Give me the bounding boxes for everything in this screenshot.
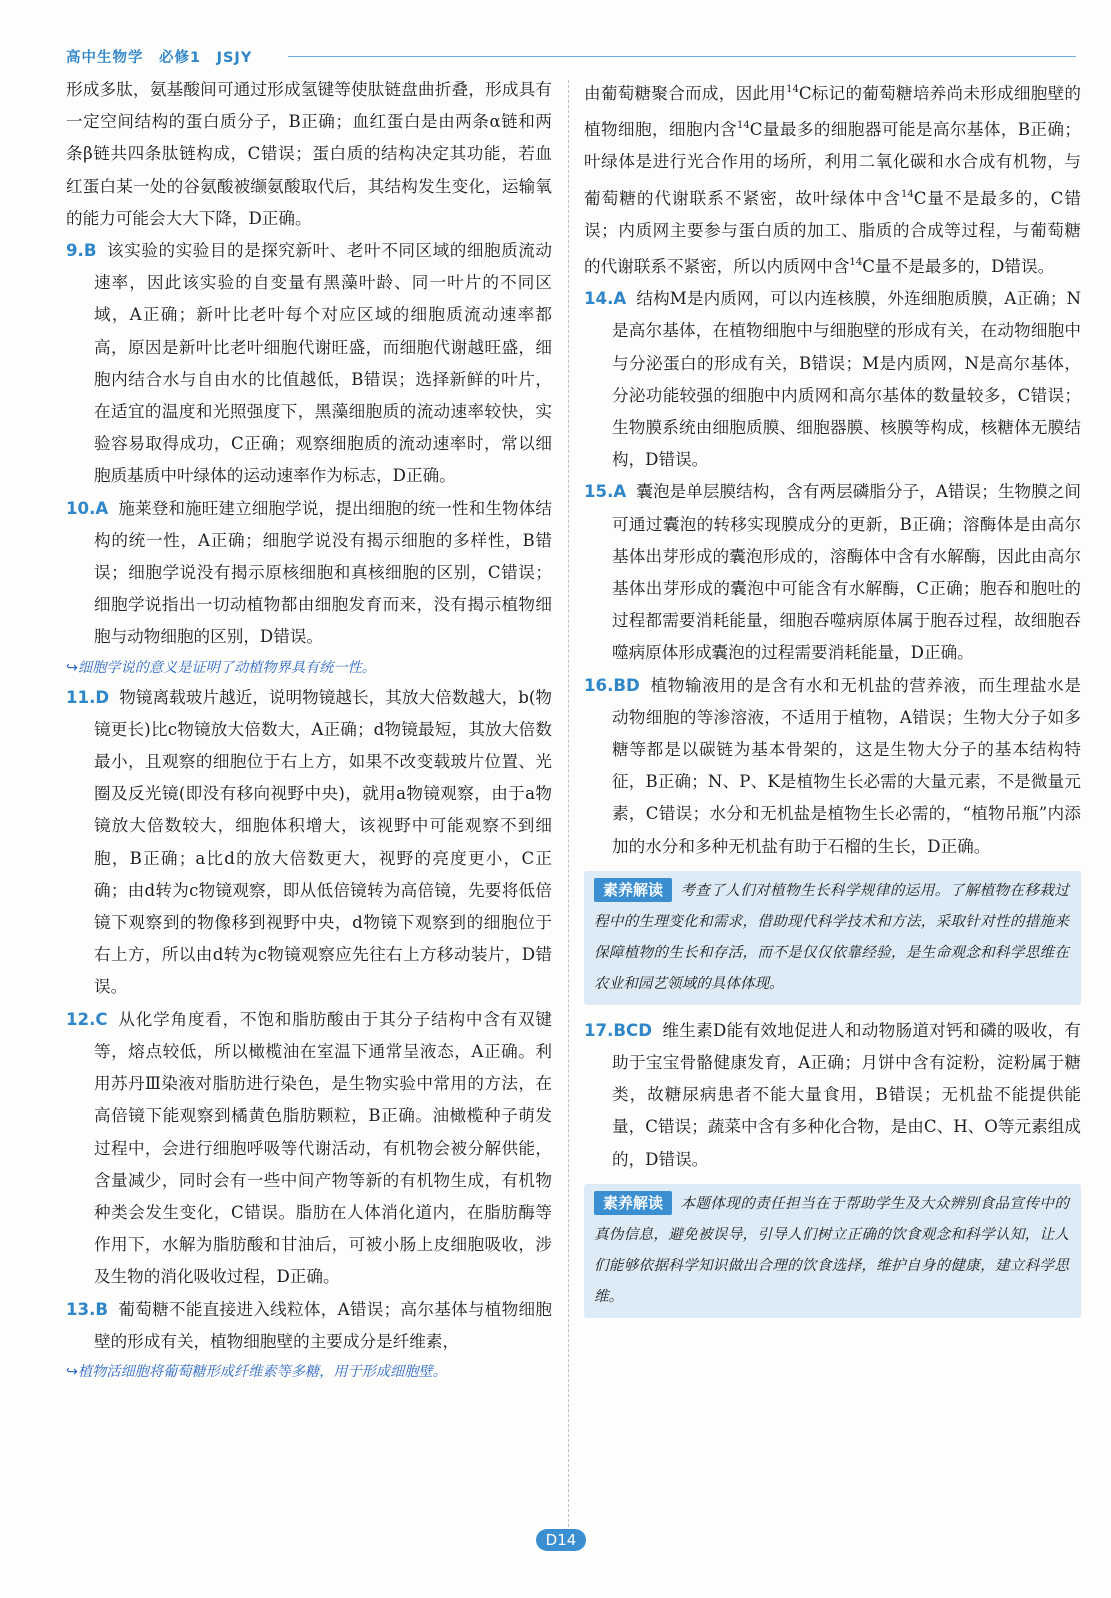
question-number: 17. <box>584 1020 614 1040</box>
explanation: 囊泡是单层膜结构，含有两层磷脂分子，A错误；生物膜之间可通过囊泡的转移实现膜成分的更新，B正确；溶酶体是由高尔基体出芽形成的囊泡形成的，溶酶体中含有水解酶，因此由高尔基体出芽形成的囊泡中可能含有水解酶，C正确；胞吞和胞吐的过程都需要消耗能量，细胞吞噬病原体属于胞吞过程，故细胞吞噬病原体形成囊泡的过程需要消耗能量，D正确。 <box>612 482 1081 663</box>
explanation: 结构M是内质网，可以内连核膜，外连细胞质膜，A正确；N是高尔基体，在植物细胞中与细胞壁的形成有关，在动物细胞中与分泌蛋白的形成有关，B错误；M是内质网，N是高尔基体，分泌功能较强的细胞中内质网和高尔基体的数量较多，C错误；生物膜系统由细胞质膜、细胞器膜、核膜等构成，核糖体无膜结构，D错误。 <box>612 289 1081 470</box>
explanation: 施莱登和施旺建立细胞学说，提出细胞的统一性和生物体结构的统一性，A正确；细胞学说没有揭示细胞的多样性，B错误；细胞学说没有揭示原核细胞和真核细胞的区别，C错误；细胞学说指出一切动植物都由细胞发育而来，没有揭示植物细胞与动物细胞的区别，D错误。 <box>94 498 552 647</box>
header-title: 高中生物学 必修1 JSJY <box>66 50 253 66</box>
literacy-tag: 素养解读 <box>594 878 672 902</box>
answer-key: A <box>613 289 627 309</box>
explanation: 维生素D能有效地促进人和动物肠道对钙和磷的吸收，有助于宝宝骨骼健康发育，A正确；月饼中含有淀粉，淀粉属于糖类，故糖尿病患者不能大量食用，B错误；无机盐不能提供能量，C错误；蔬菜中含有多种化合物，是由C、H、O等元素组成的，D错误。 <box>612 1020 1081 1169</box>
literacy-text: 考查了人们对植物生长科学规律的运用。了解植物在移栽过程中的生理变化和需求，借助现代科学技术和方法，采取针对性的措施来保障植物的生长和存活，而不是仅仅依靠经验，是生命观念和科学思维在农业和园艺领域的具体体现。 <box>594 881 1069 992</box>
literacy-box-16 <box>584 871 1081 1005</box>
question-number: 12. <box>66 1009 96 1029</box>
explanation: 该实验的实验目的是探究新叶、老叶不同区域的细胞质流动速率，因此该实验的自变量有黑藻叶龄、同一叶片的不同区域，A正确；新叶比老叶每个对应区域的细胞质流动速率都高，原因是新叶比老叶细胞代谢旺盛，而细胞代谢越旺盛，细胞内结合水与自由水的比值越低，B错误；选择新鲜的叶片，在适宜的温度和光照强度下，黑藻细胞质的流动速率较快，实验容易取得成功，C正确；观察细胞质的流动速率时，常以细胞质基质中叶绿体的运动速率作为标志，D正确。 <box>94 241 552 486</box>
answer-key: A <box>613 482 627 502</box>
handwritten-note: ↪植物活细胞将葡萄糖形成纤维素等多糖，用于形成细胞壁。 <box>66 1363 447 1380</box>
column-divider <box>568 80 569 1532</box>
answer-key: C <box>95 1009 108 1029</box>
explanation: 葡萄糖不能直接进入线粒体，A错误；高尔基体与植物细胞壁的形成有关，植物细胞壁的主要成分是纤维素， <box>94 1299 552 1351</box>
answer-key: A <box>95 498 109 518</box>
answer-key: D <box>95 687 110 707</box>
answer-key: B <box>83 241 97 261</box>
literacy-tag: 素养解读 <box>594 1191 672 1215</box>
question-number: 11. <box>66 687 96 707</box>
running-header <box>66 44 1076 68</box>
right-column <box>584 74 1081 1318</box>
literacy-box-17 <box>584 1184 1081 1318</box>
answer-16 <box>584 670 1081 863</box>
answer-14 <box>584 283 1081 476</box>
explanation: 从化学角度看，不饱和脂肪酸由于其分子结构中含有双键等，熔点较低，所以橄榄油在室温下通常呈液态，A正确。利用苏丹Ⅲ染液对脂肪进行染色，是生物实验中常用的方法，在高倍镜下能观察到橘黄色脂肪颗粒，B正确。油橄榄种子萌发过程中，会进行细胞呼吸等代谢活动，有机物会被分解供能，含量减少，同时会有一些中间产物等新的有机物生成，有机物种类会发生变化，C错误。脂肪在人体消化道内，在脂肪酶等作用下，水解为脂肪酸和甘油后，可被小肠上皮细胞吸收，涉及生物的消化吸收过程，D正确。 <box>94 1009 552 1287</box>
answer-9 <box>66 235 552 493</box>
question-number: 15. <box>584 482 614 502</box>
question-number: 9. <box>66 241 84 261</box>
question-number: 14. <box>584 289 614 309</box>
answer-key: BCD <box>613 1020 653 1040</box>
question-number: 10. <box>66 498 96 518</box>
answer-11 <box>66 682 552 1004</box>
answer-key: B <box>95 1299 109 1319</box>
explanation: 物镜离载玻片越近，说明物镜越长，其放大倍数越大，b(物镜更长)比c物镜放大倍数大，A正确；d物镜最短，其放大倍数最小，且观察的细胞位于右上方，如果不改变载玻片位置、光圈及反光镜(即没有移向视野中央)，就用a物镜观察，由于a物镜放大倍数较大，细胞体积增大，该视野中可能观察不到细胞，B正确；a比d的放大倍数更大，视野的亮度更小，C正确；由d转为c物镜观察，即从低倍镜转为高倍镜，先要将低倍镜下观察到的物像移到视野中央，d物镜下观察到的细胞位于右上方，所以由d转为c物镜观察应先往右上方移动装片，D错误。 <box>94 687 552 997</box>
answer-12 <box>66 1004 552 1294</box>
question-number: 13. <box>66 1299 96 1319</box>
question-number: 16. <box>584 675 614 695</box>
answer-13-continued: 由葡萄糖聚合而成，因此用$^{14}$C标记的葡萄糖培养尚未形成细胞壁的植物细胞，细胞内含$^{14}$C量最多的细胞器可能是高尔基体，B正确；叶绿体是进行光合作用的场所，利用二氧化碳和水合成有机物，与葡萄糖的代谢联系不紧密，故叶绿体中含$^{14}$C量不是最多的，C错误；内质网主要参与蛋白质的加工、脂质的合成等过程，与葡萄糖的代谢联系不紧密，所以内质网中含$^{14}$C量不是最多的，D错误。 <box>584 84 1082 277</box>
literacy-text: 本题体现的责任担当在于帮助学生及大众辨别食品宣传中的真伪信息，避免被误导，引导人们树立正确的饮食观念和科学认知，让人们能够依据科学知识做出合理的饮食选择，维护自身的健康，建立科学思维。 <box>594 1194 1069 1305</box>
handwritten-note: ↪细胞学说的意义是证明了动植物界具有统一性。 <box>66 659 376 676</box>
explanation: 植物输液用的是含有水和无机盐的营养液，而生理盐水是动物细胞的等渗溶液，不适用于植物，A错误；生物大分子如多糖等都是以碳链为基本骨架的，这是生物大分子的基本结构特征，B正确；N、P、K是植物生长必需的大量元素，不是微量元素，C错误；水分和无机盐是植物生长必需的，“植物吊瓶”内添加的水分和多种无机盐有助于石榴的生长，D正确。 <box>612 675 1081 856</box>
left-column <box>66 74 552 1386</box>
answer-15 <box>584 476 1081 669</box>
page-number: D14 <box>536 1529 586 1551</box>
answer-10 <box>66 493 552 682</box>
answer-8-continued: 形成多肽，氨基酸间可通过形成氢键等使肽链盘曲折叠，形成具有一定空间结构的蛋白质分子，B正确；血红蛋白是由两条α链和两条β链共四条肽链构成，C错误；蛋白质的结构决定其功能，若血红蛋白某一处的谷氨酸被缬氨酸取代后，其结构发生变化，运输氧的能力可能会大大下降，D正确。 <box>66 80 552 228</box>
header-rule <box>288 56 1076 57</box>
answer-13 <box>66 1294 552 1386</box>
answer-key: BD <box>613 675 640 695</box>
answer-17 <box>584 1015 1081 1176</box>
